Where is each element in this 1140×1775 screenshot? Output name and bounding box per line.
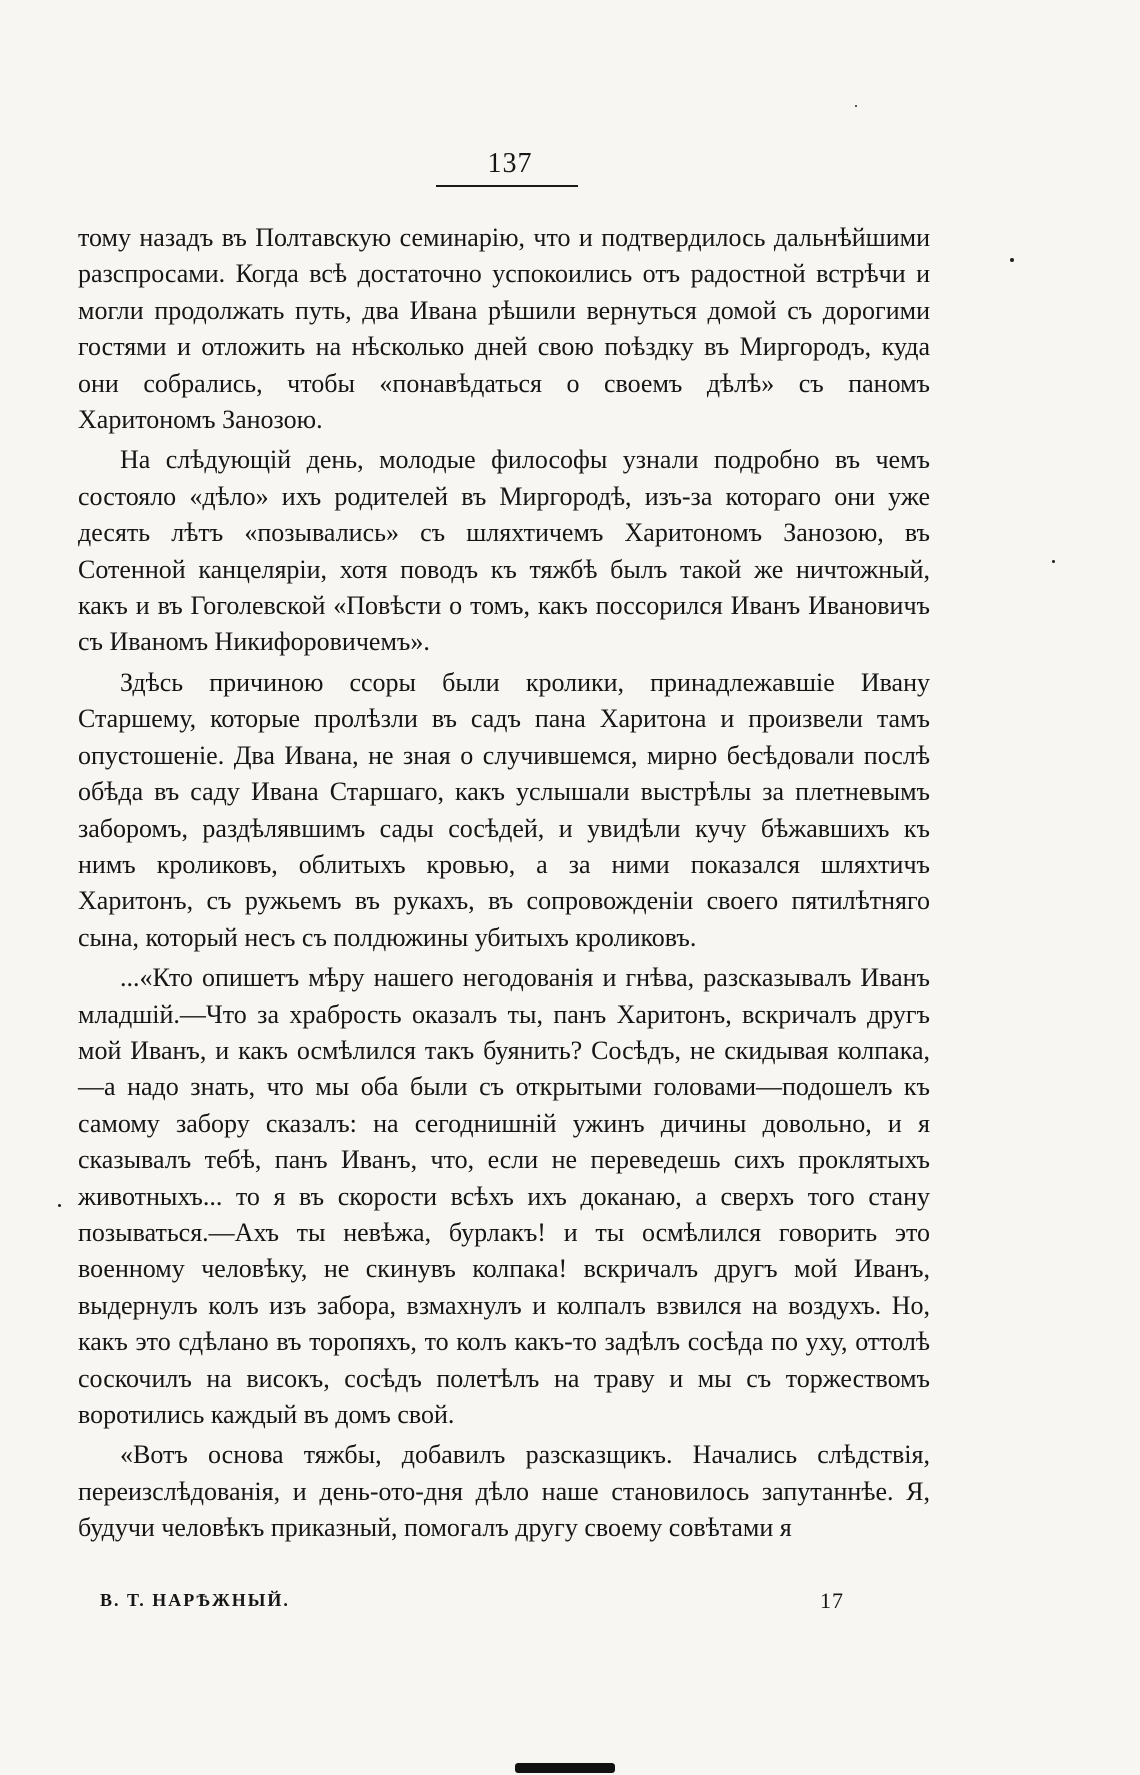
scan-speck <box>1052 560 1055 563</box>
page-number-rule <box>436 185 578 187</box>
footer-signature-line <box>100 1590 930 1620</box>
scan-edge-mark <box>515 1763 615 1773</box>
paragraph-1: тому назадъ въ Полтавскую семинарію, что и подтвердилось дальнѣйшими разспросами. Когда всѣ достаточно успокоились отъ радостной встрѣчи и могли продолжать путь, два Ивана рѣшили вернуться домой съ дорогими гостями и отложить на нѣсколько дней свою поѣздку въ Миргородъ, куда они собрались, чтобы «понавѣдаться о своемъ дѣлѣ» съ паномъ Харитономъ Занозою. <box>78 223 930 435</box>
sheet-number: 17 <box>820 1588 844 1613</box>
paragraph-5: «Вотъ основа тяжбы, добавилъ разсказщикъ. Начались слѣдствія, переизслѣдованія, и день-ото-дня дѣло наше становилось запутаннѣе. Я, будучи человѣкъ приказный, помогалъ другу своему совѣтами я <box>78 1440 930 1543</box>
scan-speck <box>1010 258 1014 262</box>
author-signature: В. Т. НАРѢЖНЫЙ. <box>100 1590 290 1610</box>
paragraph-3: Здѣсь причиною ссоры были кролики, принадлежавшіе Ивану Старшему, которые пролѣзли въ садъ пана Харитона и произвели тамъ опустошеніе. Два Ивана, не зная о случившемся, мирно бесѣдовали послѣ обѣда въ саду Ивана Старшаго, какъ услышали выстрѣлы за плетневымъ заборомъ, раздѣлявшимъ сады сосѣдей, и увидѣли кучу бѣжавшихъ къ нимъ кроликовъ, облитыхъ кровью, а за ними показался шляхтичъ Харитонъ, съ ружьемъ въ рукахъ, въ сопровожденіи своего пятилѣтняго сына, который несъ съ полдюжины убитыхъ кроликовъ. <box>78 667 930 952</box>
body-text <box>78 220 930 1547</box>
paragraph-2: На слѣдующій день, молодые философы узнали подробно въ чемъ состояло «дѣло» ихъ родителей въ Миргородѣ, изъ-за котораго они уже десять лѣтъ «позывались» съ шляхтичемъ Харитономъ Занозою, въ Сотенной канцеляріи, хотя поводъ къ тяжбѣ былъ такой же ничтожный, какъ и въ Гоголевской «Повѣсти о томъ, какъ поссорился Иванъ Ивановичъ съ Иваномъ Никифоровичемъ». <box>78 445 930 657</box>
paragraph-4: ...«Кто опишетъ мѣру нашего негодованія и гнѣва, разсказывалъ Иванъ младшій.—Что за храбрость оказалъ ты, панъ Харитонъ, вскричалъ другъ мой Иванъ, и какъ осмѣлился такъ буянить? Сосѣдъ, не скидывая колпака,—а надо знать, что мы оба были съ открытыми головами—подошелъ къ самому забору сказалъ: на сегоднишній ужинъ дичины довольно, и я сказывалъ тебѣ, панъ Иванъ, что, если не переведешь сихъ проклятыхъ животныхъ... то я въ скорости всѣхъ ихъ доканаю, а сверхъ того стану позываться.—Ахъ ты невѣжа, бурлакъ! и ты осмѣлился говорить это военному человѣку, не скинувъ колпака! вскричалъ другъ мой Иванъ, выдернулъ колъ изъ забора, взмахнулъ и колпалъ взвился на воздухъ. Но, какъ это сдѣлано въ торопяхъ, то колъ какъ-то задѣлъ сосѣда по уху, оттолѣ соскочилъ на високъ, сосѣдъ полетѣлъ на траву и мы съ торжествомъ воротились каждый въ домъ свой. <box>78 963 930 1429</box>
page-number: 137 <box>487 148 533 179</box>
scan-speck <box>58 1204 61 1207</box>
scan-speck <box>855 105 857 107</box>
